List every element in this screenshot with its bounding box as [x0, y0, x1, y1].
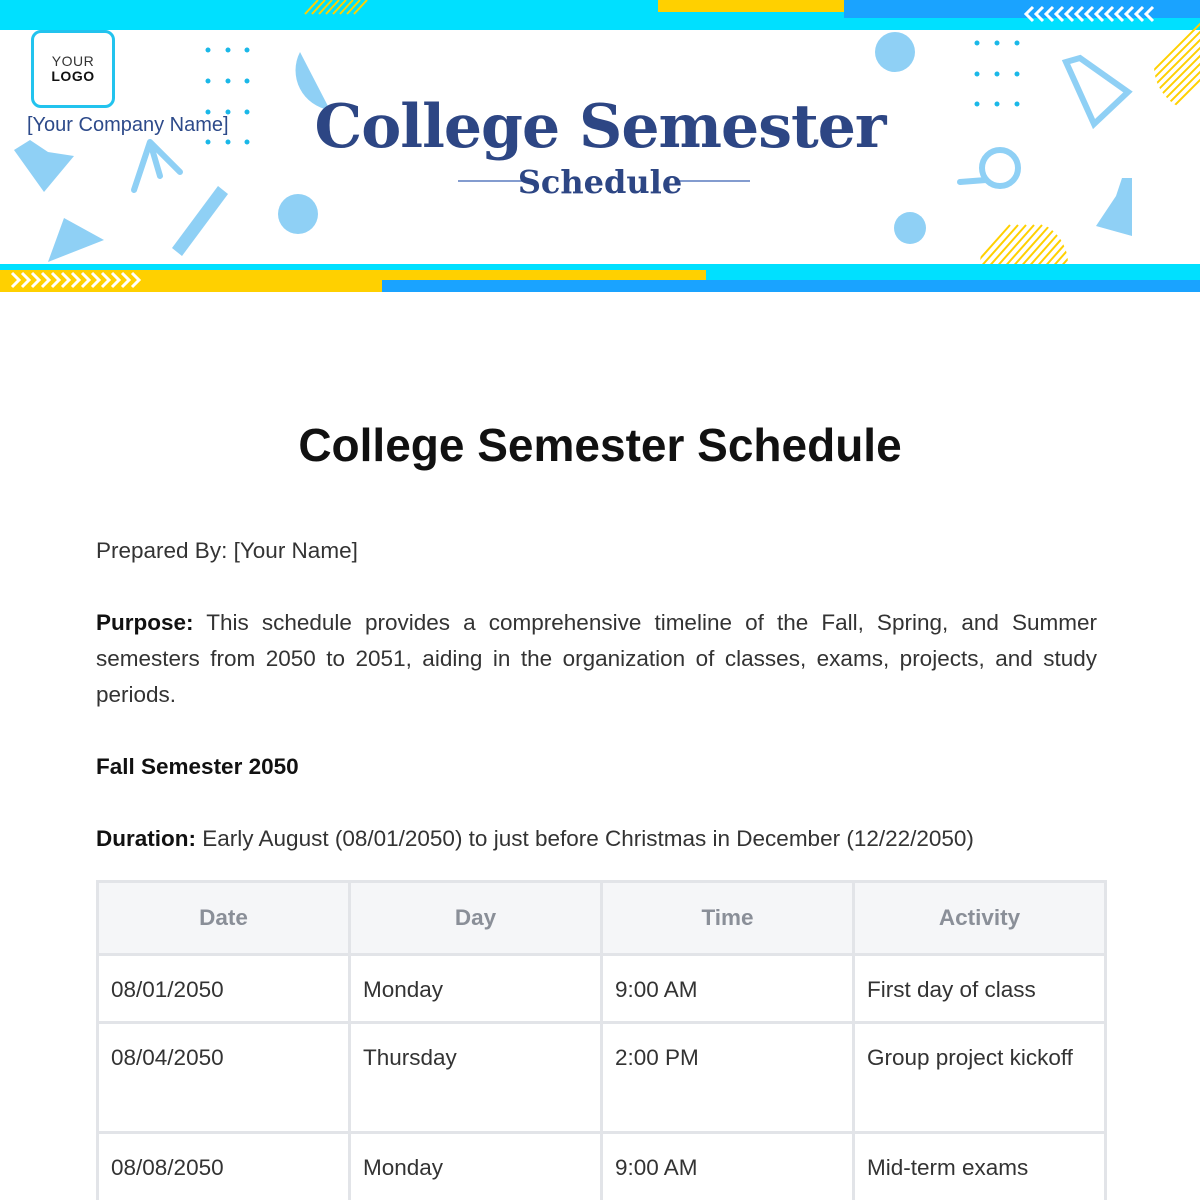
header-banner [0, 0, 1200, 292]
duration-line [96, 821, 1097, 857]
prepared-by [96, 533, 1097, 569]
cell-day: Monday [350, 955, 602, 1023]
header-day: Day [350, 882, 602, 955]
cell-time: 2:00 PM [602, 1023, 854, 1133]
table-row [98, 1023, 1106, 1133]
cell-activity: Group project kickoff [854, 1023, 1106, 1133]
cell-time: 9:00 AM [602, 955, 854, 1023]
header-activity: Activity [854, 882, 1106, 955]
logo-line-1: YOUR [51, 53, 95, 69]
cell-activity: Mid-term exams [854, 1133, 1106, 1200]
company-name: [Your Company Name] [27, 114, 229, 136]
triangle-icon [48, 218, 104, 262]
table-row [98, 955, 1106, 1023]
banner-title: College Semester [314, 92, 886, 162]
section-heading: Fall Semester 2050 [96, 754, 299, 779]
header-time: Time [602, 882, 854, 955]
cell-activity: First day of class [854, 955, 1106, 1023]
cell-date: 08/04/2050 [98, 1023, 350, 1133]
purpose-label: Purpose: [96, 610, 194, 635]
schedule-table [96, 880, 1107, 1200]
cell-day: Thursday [350, 1023, 602, 1133]
duration-text: Early August (08/01/2050) to just before Christmas in December (12/22/2050) [202, 826, 974, 851]
banner-subtitle: Schedule [517, 163, 683, 201]
purpose-text: This schedule provides a comprehensive timeline of the Fall, Spring, and Summer semesters from 2050 to 2051, aiding in the organization of classes, exams, projects, and study periods. [96, 610, 1097, 707]
prepared-by-value: [Your Name] [233, 538, 358, 563]
table-header-row [98, 882, 1106, 955]
logo-line-2: LOGO [51, 68, 95, 84]
purpose-paragraph [96, 605, 1097, 713]
table-row [98, 1133, 1106, 1200]
prepared-by-label: Prepared By: [96, 538, 228, 563]
cell-time: 9:00 AM [602, 1133, 854, 1200]
duration-label: Duration: [96, 826, 196, 851]
cell-day: Monday [350, 1133, 602, 1200]
clock-icon [894, 212, 926, 244]
cell-date: 08/08/2050 [98, 1133, 350, 1200]
cell-date: 08/01/2050 [98, 955, 350, 1023]
document-title: College Semester Schedule [298, 419, 902, 471]
header-date: Date [98, 882, 350, 955]
